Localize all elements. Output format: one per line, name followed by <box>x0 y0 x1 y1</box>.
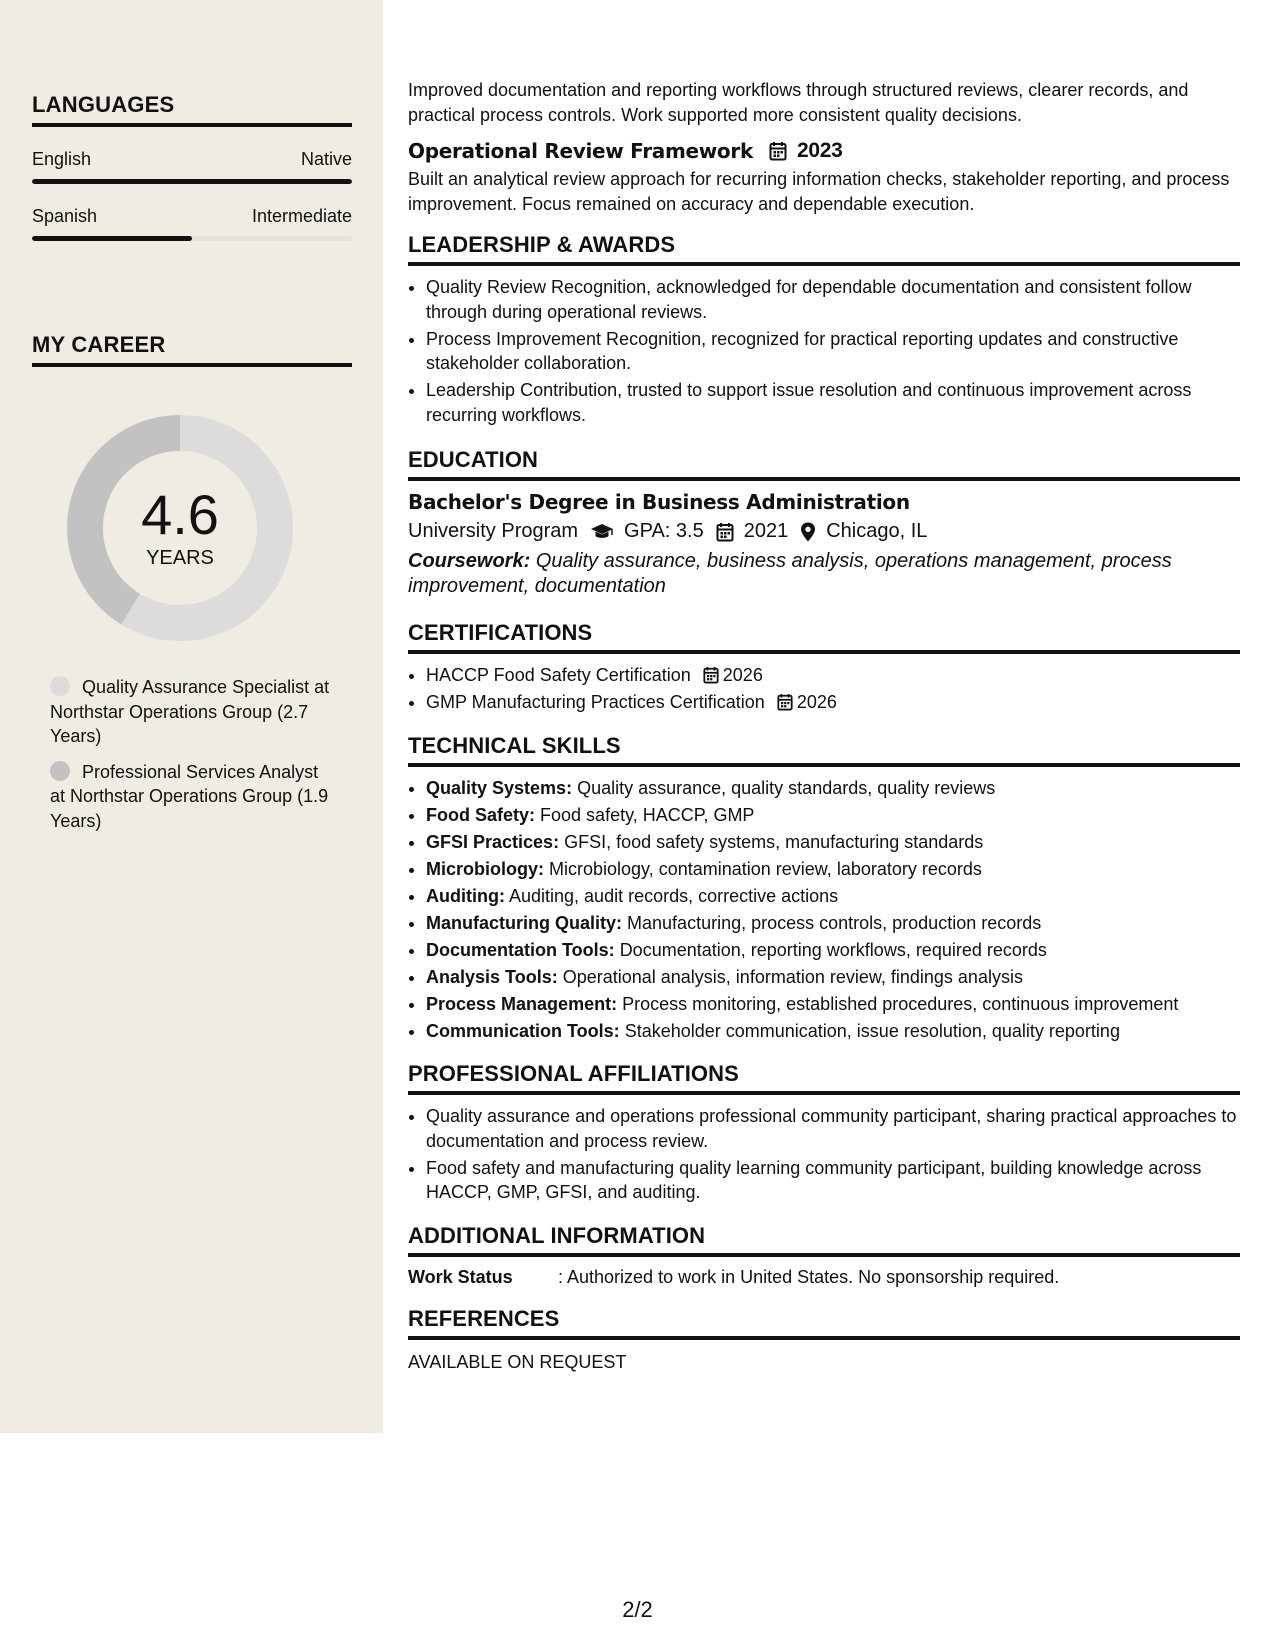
intro-paragraph: Improved documentation and reporting workflows through structured reviews, clearer records, and practical process controls. Work supported more consistent quality decisions. <box>408 80 1189 125</box>
references-title: REFERENCES <box>408 1306 1240 1340</box>
education-coursework <box>408 549 1240 598</box>
education-degree: Bachelor's Degree in Business Administration <box>408 490 910 514</box>
language-proficiency-fill <box>32 236 192 241</box>
skill-value: Stakeholder communication, issue resolution, quality reporting <box>624 1020 1120 1041</box>
skills-list <box>408 776 1240 1044</box>
list-item: • Food safety and manufacturing quality learning community participant, building knowledge across HACCP, GMP, GFSI, and auditing. <box>426 1156 1240 1205</box>
list-item <box>426 884 1240 909</box>
education-school: University Program <box>408 520 579 542</box>
career-legend-item <box>50 675 330 749</box>
list-item <box>426 663 1240 688</box>
education-title: EDUCATION <box>408 447 1240 481</box>
education-year: 2021 <box>743 520 789 542</box>
certification-name: • HACCP Food Safety Certification <box>426 665 691 685</box>
list-item <box>426 830 1240 855</box>
location-pin-icon <box>800 522 816 542</box>
list-item <box>426 938 1240 963</box>
legend-dot-icon <box>50 676 70 696</box>
coursework-label: Coursework: <box>408 550 531 572</box>
coursework-text: Quality assurance, business analysis, operations management, process improvement, documentation <box>408 550 1172 597</box>
certification-year: 2026 <box>796 692 837 712</box>
career-legend-label: Professional Services Analyst at Northstar Operations Group (1.9 Years) <box>50 761 329 831</box>
career-title: MY CAREER <box>32 332 352 367</box>
skill-label: Communication Tools: <box>426 1020 620 1041</box>
list-item <box>426 1019 1240 1044</box>
language-name: Spanish <box>32 206 98 226</box>
skill-value: Operational analysis, information review, findings analysis <box>562 966 1023 987</box>
references-text: AVAILABLE ON REQUEST <box>408 1351 627 1372</box>
project-year: 2023 <box>796 139 843 162</box>
calendar-icon <box>703 666 719 684</box>
career-total-unit: YEARS <box>146 546 214 569</box>
list-item <box>426 857 1240 882</box>
page-number: 2/2 <box>622 1597 653 1622</box>
project-description: Built an analytical review approach for recurring information checks, stakeholder reporting, and process improvement. Focus remained on accuracy and dependable execution. <box>408 169 1230 214</box>
list-item <box>426 911 1240 936</box>
language-item <box>32 149 352 184</box>
list-item <box>426 965 1240 990</box>
certifications-title: CERTIFICATIONS <box>408 620 1240 654</box>
skill-value: Microbiology, contamination review, laboratory records <box>549 858 982 879</box>
language-item <box>32 206 352 241</box>
work-status-value: : Authorized to work in United States. No sponsorship required. <box>558 1266 1060 1287</box>
calendar-icon <box>769 141 787 161</box>
skill-label: Quality Systems: <box>426 777 573 798</box>
calendar-icon <box>716 522 734 542</box>
list-item <box>426 992 1240 1017</box>
certification-name: • GMP Manufacturing Practices Certification <box>426 692 765 712</box>
calendar-icon <box>777 693 793 711</box>
skill-value: Manufacturing, process controls, production records <box>627 912 1042 933</box>
skill-value: GFSI, food safety systems, manufacturing standards <box>564 831 984 852</box>
languages-title: LANGUAGES <box>32 92 352 127</box>
career-donut-chart <box>66 414 294 642</box>
education-location: Chicago, IL <box>826 520 928 542</box>
list-item: • Leadership Contribution, trusted to support issue resolution and continuous improvement across recurring workflows. <box>426 378 1240 427</box>
career-legend-item <box>50 760 330 834</box>
skill-value: Documentation, reporting workflows, required records <box>619 939 1047 960</box>
work-status-row <box>408 1267 1240 1288</box>
sidebar <box>0 0 383 1433</box>
skills-title: TECHNICAL SKILLS <box>408 733 1240 767</box>
career-legend <box>50 675 330 844</box>
skill-label: Documentation Tools: <box>426 939 615 960</box>
project-heading <box>408 139 1240 163</box>
list-item <box>426 803 1240 828</box>
skill-label: GFSI Practices: <box>426 831 560 852</box>
languages-section <box>32 92 352 241</box>
skill-label: Food Safety: <box>426 804 536 825</box>
project-title: Operational Review Framework <box>408 139 753 163</box>
skill-value: Quality assurance, quality standards, quality reviews <box>577 777 996 798</box>
work-status-label: Work Status <box>408 1266 513 1287</box>
list-item: • Quality assurance and operations professional community participant, sharing practical approaches to documentation and process review. <box>426 1104 1240 1153</box>
language-proficiency-fill <box>32 179 352 184</box>
language-proficiency-bar <box>32 179 352 184</box>
list-item: • Quality Review Recognition, acknowledged for dependable documentation and consistent follow through during operational reviews. <box>426 275 1240 324</box>
skill-label: Microbiology: <box>426 858 544 879</box>
list-item: • Process Improvement Recognition, recognized for practical reporting updates and constructive stakeholder collaboration. <box>426 327 1240 376</box>
skill-value: Auditing, audit records, corrective actions <box>509 885 839 906</box>
certification-year: 2026 <box>722 665 763 685</box>
list-item <box>426 776 1240 801</box>
skill-value: Food safety, HACCP, GMP <box>540 804 755 825</box>
certifications-list <box>408 663 1240 715</box>
list-item <box>426 690 1240 715</box>
leadership-list <box>408 275 1240 427</box>
affiliations-list <box>408 1104 1240 1205</box>
language-level: Intermediate <box>251 206 352 226</box>
career-section <box>32 332 352 367</box>
skill-label: Manufacturing Quality: <box>426 912 623 933</box>
leadership-title: LEADERSHIP & AWARDS <box>408 232 1240 266</box>
education-details <box>408 520 1240 543</box>
main-content <box>408 78 1240 1373</box>
affiliations-title: PROFESSIONAL AFFILIATIONS <box>408 1061 1240 1095</box>
education-gpa: GPA: 3.5 <box>624 520 704 542</box>
skill-label: Analysis Tools: <box>426 966 558 987</box>
graduation-cap-icon <box>590 523 614 541</box>
additional-info-title: ADDITIONAL INFORMATION <box>408 1223 1240 1257</box>
language-level: Native <box>300 149 352 169</box>
skill-value: Process monitoring, established procedures, continuous improvement <box>622 993 1179 1014</box>
legend-dot-icon <box>50 761 70 781</box>
language-proficiency-bar <box>32 236 352 241</box>
language-name: English <box>32 149 92 169</box>
career-legend-label: Quality Assurance Specialist at Northstar Operations Group (2.7 Years) <box>50 677 330 746</box>
skill-label: Auditing: <box>426 885 505 906</box>
skill-label: Process Management: <box>426 993 618 1014</box>
career-total-value: 4.6 <box>141 482 219 546</box>
